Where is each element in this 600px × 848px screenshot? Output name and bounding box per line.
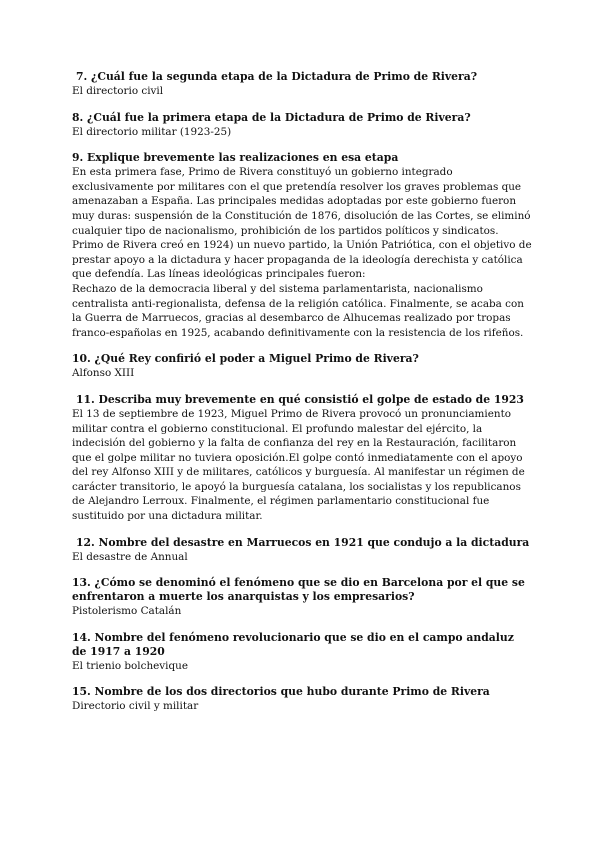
qa-item-10 <box>72 352 532 381</box>
qa-item-8 <box>72 111 532 140</box>
answer-paragraph: En esta primera fase, Primo de Rivera constituyó un gobierno integrado exclusivamente por militares con el que pretendía resolver los graves problemas que amenazaban a España. Las principales medidas adoptadas por este gobierno fueron muy duras: suspensión de la Constitución de 1876, disolución de las Cortes, se eliminó cualquier tipo de nacionalismo, prohibición de los partidos políticos y sindicatos. Primo de Rivera creó en 1924) un nuevo partido, la Unión Patriótica, con el objetivo de prestar apoyo a la dictadura y hacer propaganda de la ideología derechista y católica que defendía. Las líneas ideológicas principales fueron: <box>72 166 532 281</box>
answer-text <box>72 125 532 140</box>
question-heading: 12. Nombre del desastre en Marruecos en 1921 que condujo a la dictadura <box>76 535 530 549</box>
question-heading: 8. ¿Cuál fue la primera etapa de la Dictadura de Primo de Rivera? <box>72 110 471 124</box>
qa-item-13 <box>72 576 532 619</box>
answer-text <box>72 366 532 381</box>
answer-paragraph: Directorio civil y militar <box>72 700 199 713</box>
document-page <box>72 70 532 726</box>
question-heading: 13. ¿Cómo se denominó el fenómeno que se dio en Barcelona por el que se enfrentaron a muerte los anarquistas y los empresarios? <box>72 576 525 604</box>
answer-paragraph: El trienio bolchevique <box>72 659 188 672</box>
answer-text <box>72 84 532 99</box>
answer-text <box>72 604 532 619</box>
answer-text <box>72 550 532 565</box>
answer-text <box>72 165 532 340</box>
qa-item-15 <box>72 685 532 714</box>
question-heading: 10. ¿Qué Rey confirió el poder a Miguel Primo de Rivera? <box>72 352 419 366</box>
qa-item-11 <box>72 393 532 524</box>
answer-text <box>72 407 532 524</box>
answer-text <box>72 659 532 674</box>
qa-item-14 <box>72 631 532 674</box>
answer-paragraph: Pistolerismo Catalán <box>72 605 182 618</box>
qa-item-12 <box>72 536 532 565</box>
question-heading: 11. Describa muy brevemente en qué consistió el golpe de estado de 1923 <box>76 392 524 406</box>
qa-item-7 <box>72 70 532 99</box>
question-heading: 9. Explique brevemente las realizaciones en esa etapa <box>72 151 399 165</box>
answer-text <box>72 699 532 714</box>
answer-paragraph: El 13 de septiembre de 1923, Miguel Primo de Rivera provocó un pronunciamiento militar contra el gobierno constitucional. El profundo malestar del ejército, la indecisión del gobierno y la falta de confianza del rey en la Restauración, facilitaron que el golpe militar no tuviera oposición.El golpe contó inmediatamente con el apoyo del rey Alfonso XIII y de militares, católicos y burguesía. Al manifestar un régimen de carácter transitorio, le apoyó la burguesía catalana, los socialistas y los republicanos de Alejandro Lerroux. Finalmente, el régimen parlamentario constitucional fue sustituido por una dictadura militar. <box>72 407 525 523</box>
answer-paragraph: El directorio militar (1923-25) <box>72 125 232 138</box>
qa-item-9 <box>72 151 532 340</box>
answer-paragraph: Rechazo de la democracia liberal y del sistema parlamentarista, nacionalismo centralista anti-regionalista, defensa de la religión católica. Finalmente, se acaba con la Guerra de Marruecos, gracias al desembarco de Alhucemas realizado por tropas franco-españolas en 1925, acabando definitivamente con la resistencia de los rifeños. <box>72 282 524 339</box>
answer-paragraph: El directorio civil <box>72 85 164 97</box>
question-heading: 7. ¿Cuál fue la segunda etapa de la Dictadura de Primo de Rivera? <box>76 70 478 83</box>
question-heading: 14. Nombre del fenómeno revolucionario que se dio en el campo andaluz de 1917 a 1920 <box>72 630 514 658</box>
answer-paragraph: Alfonso XIII <box>72 367 135 380</box>
answer-paragraph: El desastre de Annual <box>72 550 188 563</box>
question-heading: 15. Nombre de los dos directorios que hubo durante Primo de Rivera <box>72 685 490 699</box>
